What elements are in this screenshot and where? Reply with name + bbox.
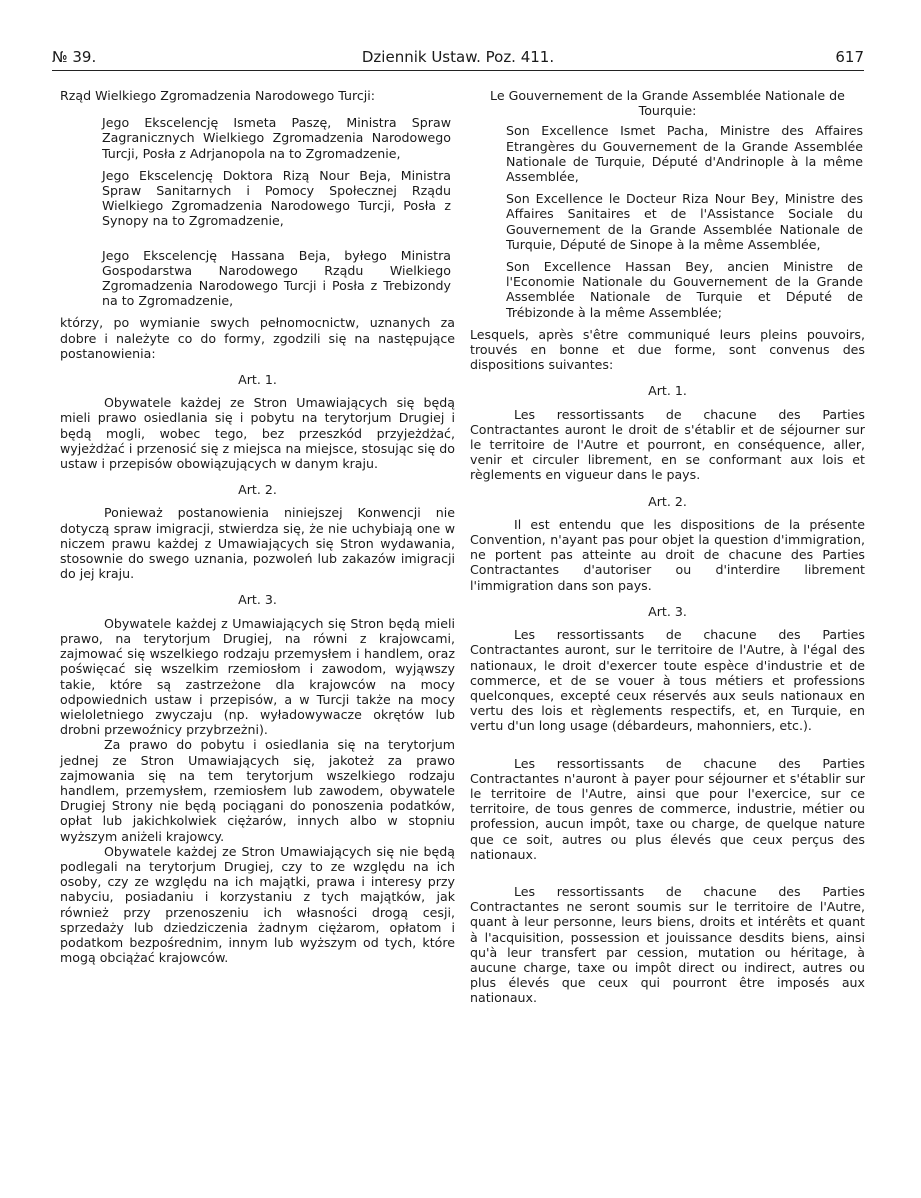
article-2-title: Art. 2. [238,482,277,498]
issue-number: № 39. [52,48,97,66]
representative-3: Son Excellence Hassan Bey, ancien Ministre de l'Economie Nationale du Gouvernement de la Grande Assemblée Nationale de Turquie et Député de Trébizonde à la même Assemblée; [506,259,863,320]
article-2-title: Art. 2. [648,493,687,509]
preamble: Lesquels, après s'être communiqué leurs pleins pouvoirs, trouvés en bonne et due forme, sont convenus des dispositions suivantes: [470,326,865,373]
article-1-paragraph: Les ressortissants de chacune des Parties Contractantes auront le droit de s'établir et de séjourner sur le territoire de l'Autre et pourront, en conséquence, aller, venir et circuler librement, en se conformant aux lois et règlements en vigueur dans le pays. [470,406,865,483]
article-3-paragraph-2: Za prawo do pobytu i osiedlania się na terytorjum jednej ze Stron Umawiających się, jakoteż za prawo zajmowania się na tem terytorjum wszelkiego rodzaju handlem, przemysłem, rzemiosłem lub zawodem, obywatele Drugiej Strony nie będą pociągani do ponoszenia podatków, opłat lub jakichkolwiek ciężarów, innych albo w stopniu wyższym aniżeli krajowcy. [60,737,455,844]
representative-1: Son Excellence Ismet Pacha, Ministre des Affaires Etrangères du Gouvernement de la Grande Assemblée Nationale de Turquie, Député d'Andrinople à la même Assemblée, [506,123,863,185]
article-3-paragraph-2: Les ressortissants de chacune des Parties Contractantes n'auront à payer pour séjourner et s'établir sur le territoire de l'Autre, ainsi que pour l'exercice, sur ce territoire, de tous genres de commerce, industrie, métier ou profession, aucun impôt, taxe ou charge, de quelque nature que ce soit, autres ou plus élevés que ceux perçus des nationaux. [470,755,865,862]
journal-title: Dziennik Ustaw. Poz. 411. [361,48,555,66]
page-number: 617 [835,48,864,66]
article-3-paragraph-1: Les ressortissants de chacune des Parties Contractantes auront, sur le territoire de l'Autre, à l'égal des nationaux, le droit d'exercer toute espèce d'industrie et de commerce, et de se vouer à tous métiers et professions quelconques, excepté ceux réservés aux seuls nationaux en vertu des lois et règlements respectifs, et, en Turquie, en vertu d'un long usage (débardeurs, mahonniers, etc.). [470,627,865,734]
article-3-paragraph-1: Obywatele każdej z Umawiających się Stron będą mieli prawo, na terytorjum Drugiej, na równi z krajowcami, zajmować się wszelkiego rodzaju przemysłem i handlem, oraz poświęcać się wszelkim rzemiosłom i zawodom, wyjąwszy takie, które są zastrzeżone dla krajowców na mocy odpowiednich ustaw i przepisów, a w Turcji także na mocy wieloletniego zwyczaju (np. wyładowywacze okrętów lub drobni przewoźnicy przybrzeżni). [60,615,455,738]
article-3-paragraph-3: Les ressortissants de chacune des Parties Contractantes ne seront soumis sur le territoire de l'Autre, quant à leur personne, leurs biens, droits et intérêts et quant à l'acquisition, possession et jouissance desdits biens, ainsi qu'à leur transfert par cession, mutation ou héritage, à aucune charge, taxe ou impôt direct ou indirect, autres ou plus élevés que ceux qui pourront être imposés aux nationaux. [470,883,865,1006]
page-header [52,48,864,70]
article-1-title: Art. 1. [648,383,687,399]
representative-2: Jego Ekscelencję Doktora Rizą Nour Beja, Ministra Spraw Sanitarnych i Pomocy Społecznej Rządu Wielkiego Zgromadzenia Narodowego Turcji, Posła z Synopy na to Zgromadzenie, [102,167,451,229]
article-3-title: Art. 3. [648,603,687,619]
french-column [470,88,865,1006]
preamble: którzy, po wymianie swych pełnomocnictw, uznanych za dobre i należyte co do formy, zgodzili się na następujące postanowienia: [60,315,455,361]
article-1-paragraph: Obywatele każdej ze Stron Umawiających się będą mieli prawo osiedlania się i pobytu na terytorjum Drugiej i będą mogli, wobec tego, bez przeszkód przyjeżdżać, wyjeżdżać i przenosić się z miejsca na miejsce, stosując się do ustaw i przepisów obowiązujących w danym kraju. [60,395,455,472]
polish-column [60,88,455,965]
representative-1: Jego Ekscelencję Ismeta Paszę, Ministra Spraw Zagranicznych Wielkiego Zgromadzenia Narodowego Turcji, Posła z Adrjanopola na to Zgromadzenie, [102,115,451,161]
government-heading: Rząd Wielkiego Zgromadzenia Narodowego Turcji: [60,88,376,103]
article-3-paragraph-3: Obywatele każdej ze Stron Umawiających się nie będą podlegali na terytorjum Drugiej, czy to ze względu na ich osoby, czy ze względu na ich majątki, prawa i interesy przy nabyciu, posiadaniu i korzystaniu z tych majątków, jak również przy przenoszeniu ich własności drogą cesji, sprzedaży lub dziedziczenia żadnym ciężarom, opłatom i podatkom bezpośrednim, innym lub wyższym od tych, które mogą obciążać krajowców. [60,843,455,966]
government-heading: Le Gouvernement de la Grande Assemblée Nationale de Tourquie: [490,88,845,119]
representative-3: Jego Ekscelencję Hassana Beja, byłego Ministra Gospodarstwa Narodowego Rządu Wielkiego Zgromadzenia Narodowego Turcji i Posła z Trebizondy na to Zgromadzenie, [102,247,451,309]
article-2-paragraph: Ponieważ postanowienia niniejszej Konwencji nie dotyczą spraw imigracji, stwierdza się, że nie uchybiają one w niczem prawu każdej z Umawiających się Stron wydawania, stosownie do swego uznania, pozwoleń lub zakazów imigracji do jej kraju. [60,505,455,582]
article-3-title: Art. 3. [238,592,277,608]
header-rule [52,70,864,71]
article-2-paragraph: Il est entendu que les dispositions de la présente Convention, n'ayant pas pour objet la question d'immigration, ne portent pas atteinte au droit de chacune des Parties Contractantes d'autoriser ou d'interdire librement l'immigration dans son pays. [470,516,865,593]
article-1-title: Art. 1. [238,372,277,388]
representative-2: Son Excellence le Docteur Riza Nour Bey, Ministre des Affaires Sanitaires et de l'Assistance Sociale du Gouvernement de la Grande Assemblée Nationale de Turquie, Député de Sinope à la même Assemblée, [506,191,863,252]
